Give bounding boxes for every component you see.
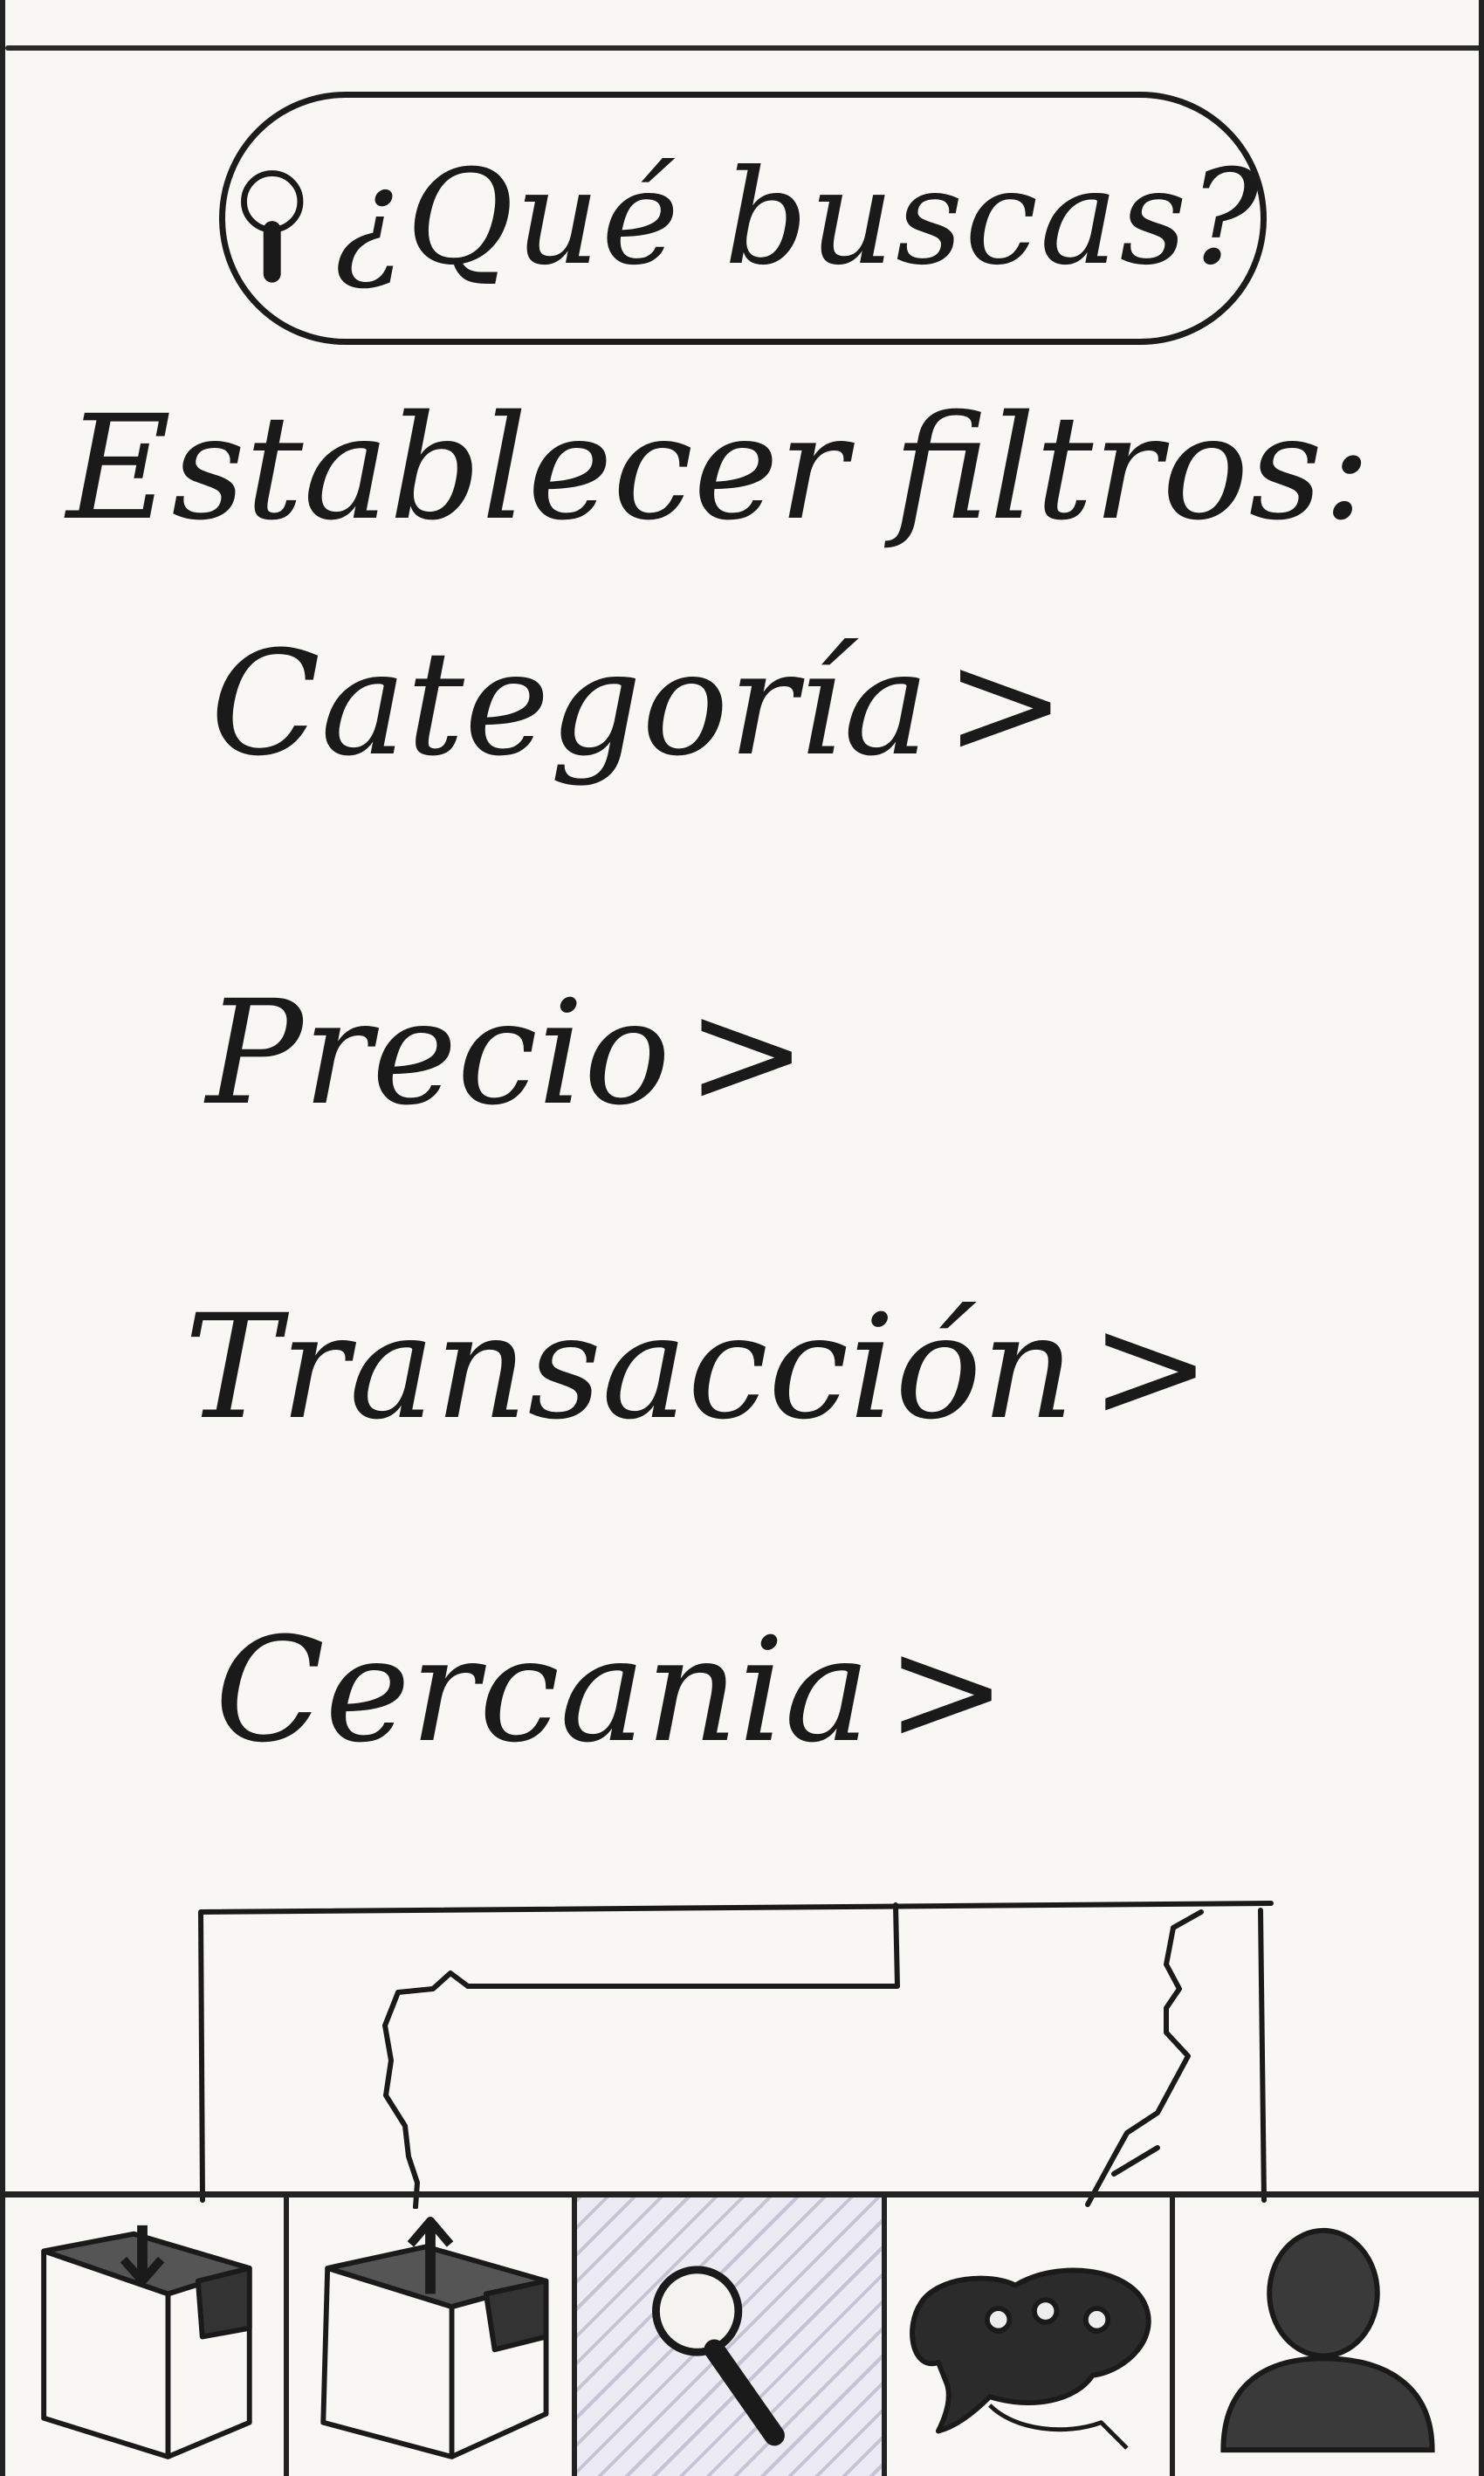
filter-categoria[interactable] [210, 620, 1066, 788]
bottom-nav [5, 2191, 1484, 2476]
map-preview[interactable] [189, 1886, 1323, 2209]
filter-label: Cercania [215, 1606, 870, 1774]
filter-transaccion[interactable] [184, 1283, 1211, 1451]
filters-title: Establecer filtros: [66, 384, 1371, 552]
chat-bubbles-icon [887, 2197, 1170, 2476]
box-upload-icon [289, 2197, 572, 2476]
box-download-icon [5, 2197, 284, 2476]
user-icon [1175, 2197, 1479, 2476]
chevron-right-icon: > [686, 969, 807, 1137]
tab-received-packages[interactable] [5, 2197, 289, 2476]
top-divider [5, 45, 1484, 51]
filter-label: Precio [206, 969, 671, 1137]
chevron-right-icon: > [945, 620, 1066, 788]
tab-profile[interactable] [1175, 2197, 1479, 2476]
search-icon [225, 135, 326, 301]
chevron-right-icon: > [885, 1606, 1007, 1774]
search-placeholder: ¿Qué buscas? [334, 142, 1261, 294]
tab-messages[interactable] [887, 2197, 1175, 2476]
search-icon [577, 2197, 882, 2476]
search-input[interactable] [219, 92, 1267, 345]
map-icon [201, 1903, 1271, 2207]
filter-label: Categoría [210, 620, 930, 788]
filter-precio[interactable] [206, 969, 807, 1137]
tab-sent-packages[interactable] [289, 2197, 577, 2476]
chevron-right-icon: > [1089, 1283, 1212, 1451]
filter-cercania[interactable] [215, 1606, 1007, 1774]
tab-search[interactable] [577, 2197, 887, 2476]
filter-label: Transacción [184, 1283, 1075, 1451]
